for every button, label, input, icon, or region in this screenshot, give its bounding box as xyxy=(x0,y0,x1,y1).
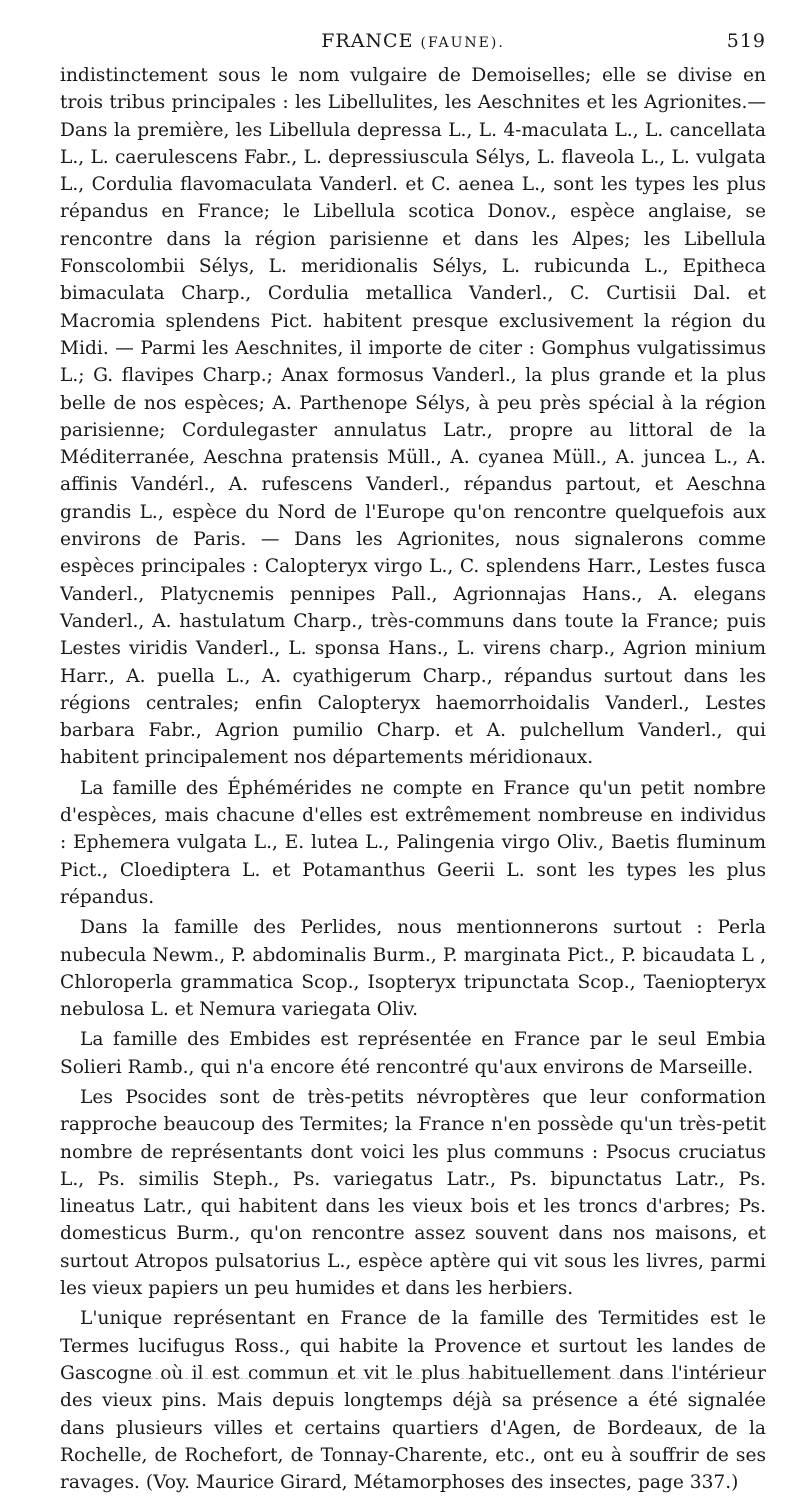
paragraph-ephemerides: La famille des Éphémérides ne compte en France qu'un petit nombre d'espèces, mais chacune d'elles est extrêmement nombreuse en individus : Ephemera vulgata L., E. lutea L., Palingenia virgo Oliv., Baetis fluminum Pict., Cloediptera L. et Potamanthus Geerii L. sont les types les plus répandus. xyxy=(60,777,766,908)
running-head xyxy=(60,30,766,62)
running-title xyxy=(321,30,505,52)
running-title-sub: (FAUNE). xyxy=(420,35,505,51)
paragraph-libellulides: indistinctement sous le nom vulgaire de Demoiselles; elle se divise en trois tribus principales : les Libellulites, les Aeschnites et les Agrionites.— Dans la première, les Libellula depressa L., L. 4-maculata L., L. cancellata L., L. caerulescens Fabr., L. depressiuscula Sélys, L. flaveola L., L. vulgata L., Cordulia flavomaculata Vanderl. et C. aenea L., sont les types les plus répandus en France; le Libellula scotica Donov., espèce anglaise, se rencontre dans la région parisienne et dans les Alpes; les Libellula Fonscolombii Sélys, L. meridionalis Sélys, L. rubicunda L., Epitheca bimaculata Charp., Cordulia metallica Vanderl., C. Curtisii Dal. et Macromia splendens Pict. habitent presque exclusivement la région du Midi. — Parmi les Aeschnites, il importe de citer : Gomphus vulgatissimus L.; G. flavipes Charp.; Anax formosus Vanderl., la plus grande et la plus belle de nos espèces; A. Parthenope Sélys, à peu près spécial à la région parisienne; Cordulegaster annulatus Latr., propre au littoral de la Méditerranée, Aeschna pratensis Müll., A. cyanea Müll., A. juncea L., A. affinis Vandérl., A. rufescens Vanderl., répandus partout, et Aeschna grandis L., espèce du Nord de l'Europe qu'on rencontre quelquefois aux environs de Paris. — Dans les Agrionites, nous signalerons comme espèces principales : Calopteryx virgo L., C. splendens Harr., Lestes fusca Vanderl., Platycnemis pennipes Pall., Agrionnajas Hans., A. elegans Vanderl., A. hastulatum Charp., très-communs dans toute la France; puis Lestes viridis Vanderl., L. sponsa Hans., L. virens charp., Agrion minium Harr., A. puella L., A. cyathigerum Charp., répandus surtout dans les régions centrales; enfin Calopteryx haemorrhoidalis Vanderl., Lestes barbara Fabr., Agrion pumilio Charp. et A. pulchellum Vanderl., qui habitent principalement nos départements méridionaux. xyxy=(60,65,766,769)
paragraph-psocides: Les Psocides sont de très-petits névroptères que leur conformation rapproche beaucoup des Termites; la France n'en possède qu'un très-petit nombre de représentants dont voici les plus communs : Psocus cruciatus L., Ps. similis Steph., Ps. variegatus Latr., Ps. bipunctatus Latr., Ps. lineatus Latr., qui habitent dans les vieux bois et les troncs d'arbres; Ps. domesticus Burm., qu'on rencontre assez souvent dans nos maisons, et surtout Atropos pulsatorius L., espèce aptère qui vit sous les livres, parmi les vieux papiers un peu humides et dans les herbiers. xyxy=(60,1086,766,1300)
running-title-main: FRANCE xyxy=(321,30,414,52)
page-number: 519 xyxy=(726,30,766,52)
paragraph-termitides: L'unique représentant en France de la famille des Termitides est le Termes lucifugus Ross., qui habite la Provence et surtout les landes de Gascogne où il est commun et vit le plus habituellement dans l'intérieur des vieux pins. Mais depuis longtemps déjà sa présence a été signalée dans plusieurs villes et certains quartiers d'Agen, de Bordeaux, de la Rochelle, de Rochefort, de Tonnay-Charente, etc., ont eu à souffrir de ses ravages. (Voy. Maurice Girard, Métamorphoses des insectes, page 337.) xyxy=(60,1308,766,1494)
paragraph-perlides: Dans la famille des Perlides, nous mentionnerons surtout : Perla nubecula Newm., P. abdominalis Burm., P. marginata Pict., P. bicaudata L , Chloroperla grammatica Scop., Isopteryx tripunctata Scop., Taeniopteryx nebulosa L. et Nemura variegata Oliv. xyxy=(60,917,766,1021)
body-text xyxy=(60,62,766,1496)
paragraph-embides: La famille des Embides est représentée en France par le seul Embia Solieri Ramb., qui n'a encore été rencontré qu'aux environs de Marseille. xyxy=(60,1029,766,1078)
footer-divider xyxy=(130,1378,720,1379)
